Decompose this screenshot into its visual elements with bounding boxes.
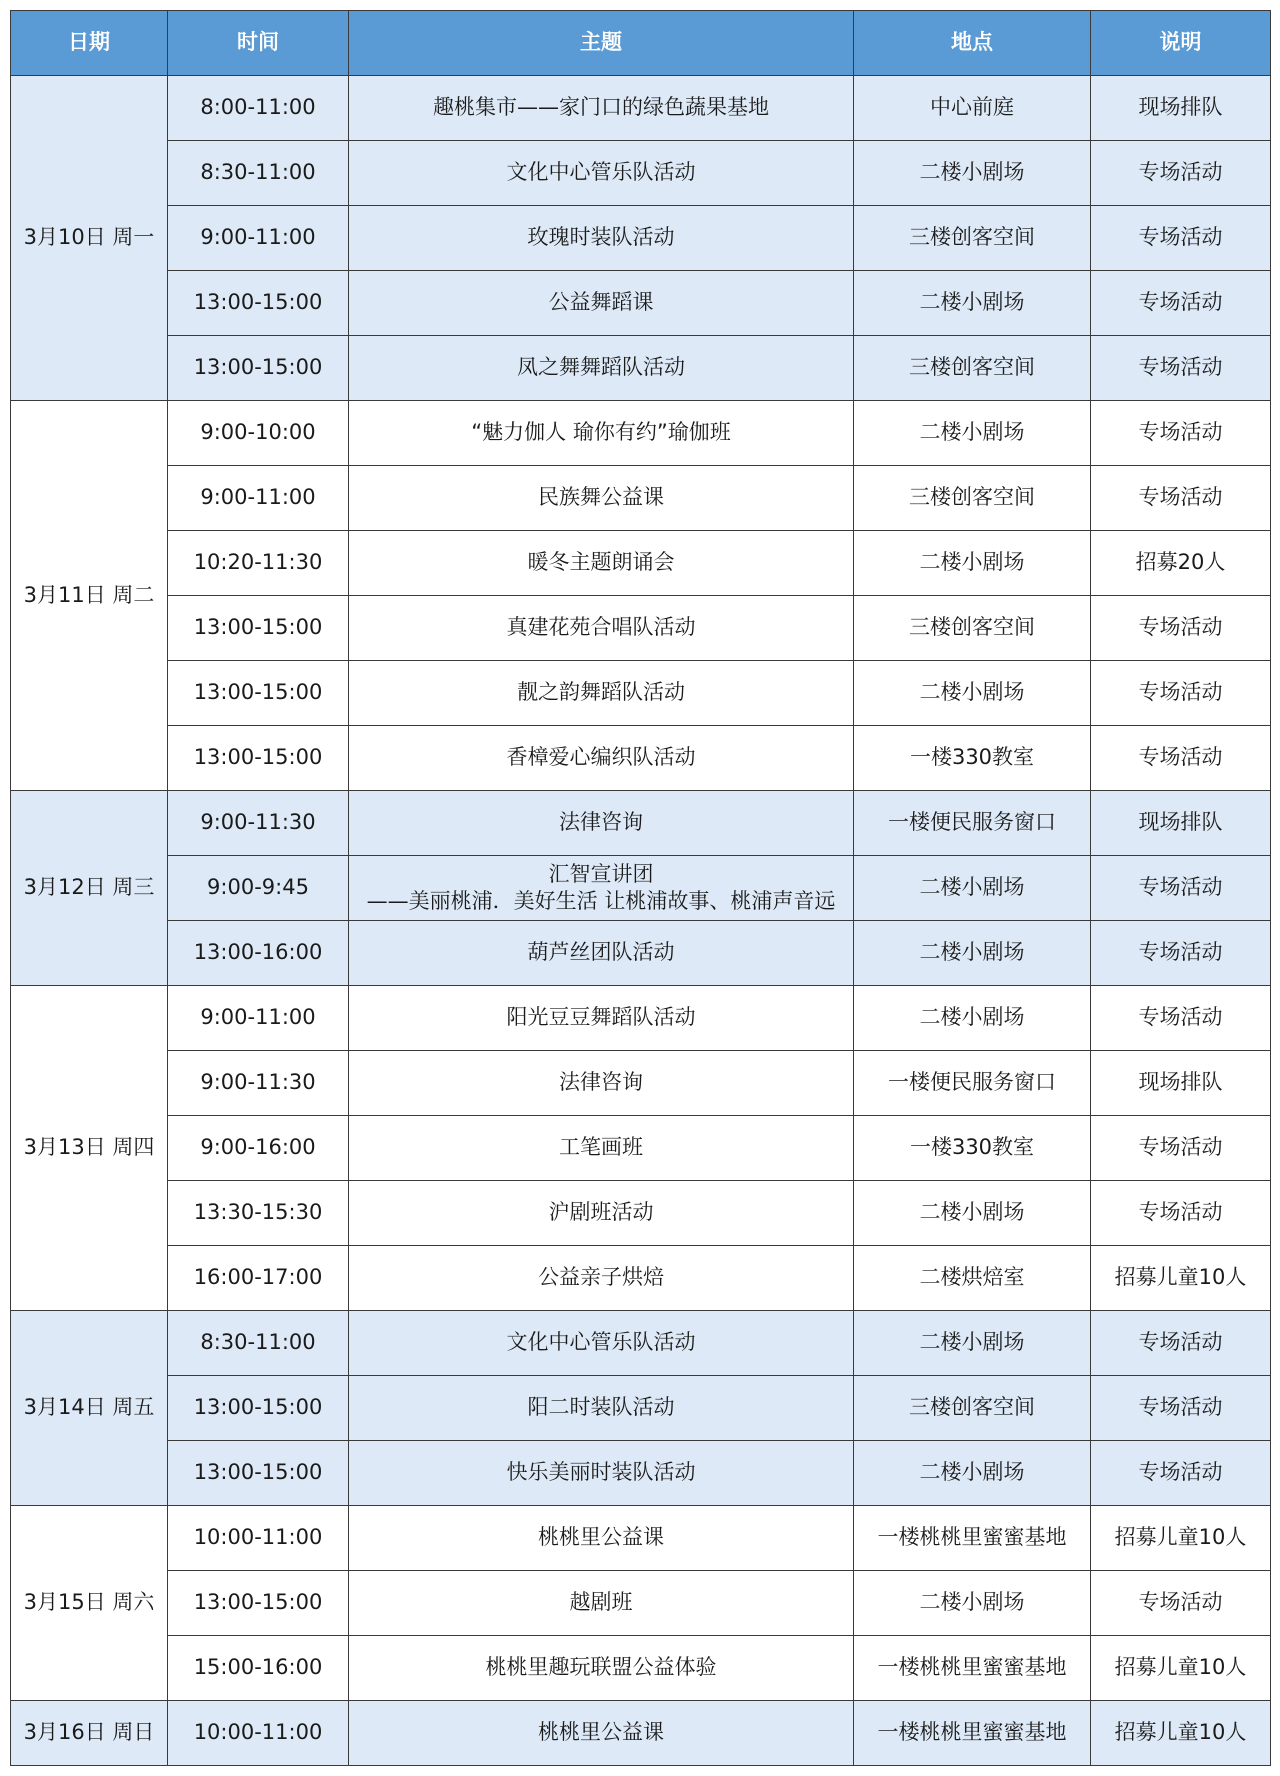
header-row bbox=[11, 11, 1271, 76]
time-cell: 13:00-15:00 bbox=[168, 271, 349, 336]
topic-line: 桃桃里公益课 bbox=[538, 1525, 664, 1550]
topic-line: 阳光豆豆舞蹈队活动 bbox=[506, 1005, 696, 1030]
time-cell: 13:00-15:00 bbox=[168, 1376, 349, 1441]
topic-cell bbox=[349, 1701, 854, 1766]
time-cell: 8:30-11:00 bbox=[168, 141, 349, 206]
place-cell: 一楼便民服务窗口 bbox=[854, 791, 1091, 856]
table-row bbox=[11, 401, 1271, 466]
topic-cell bbox=[349, 141, 854, 206]
topic-line: 凤之舞舞蹈队活动 bbox=[517, 355, 685, 380]
time-cell: 9:00-11:30 bbox=[168, 791, 349, 856]
time-cell: 13:00-15:00 bbox=[168, 336, 349, 401]
topic-cell bbox=[349, 336, 854, 401]
table-row bbox=[11, 1246, 1271, 1311]
place-cell: 三楼创客空间 bbox=[854, 206, 1091, 271]
note-cell: 招募儿童10人 bbox=[1091, 1701, 1271, 1766]
note-cell: 专场活动 bbox=[1091, 726, 1271, 791]
topic-cell bbox=[349, 856, 854, 921]
date-cell: 3月12日 周三 bbox=[11, 791, 168, 986]
note-cell: 专场活动 bbox=[1091, 1311, 1271, 1376]
topic-line: 工笔画班 bbox=[559, 1135, 643, 1160]
topic-cell bbox=[349, 596, 854, 661]
topic-line: 阳二时装队活动 bbox=[527, 1395, 675, 1420]
topic-line: 法律咨询 bbox=[559, 1070, 643, 1095]
topic-line: 越剧班 bbox=[569, 1590, 633, 1615]
topic-line: 快乐美丽时装队活动 bbox=[506, 1460, 696, 1485]
table-row bbox=[11, 1376, 1271, 1441]
place-cell: 三楼创客空间 bbox=[854, 336, 1091, 401]
topic-line: 趣桃集市——家门口的绿色蔬果基地 bbox=[433, 95, 769, 120]
note-cell: 招募儿童10人 bbox=[1091, 1636, 1271, 1701]
place-cell: 一楼330教室 bbox=[854, 1116, 1091, 1181]
place-cell: 二楼小剧场 bbox=[854, 856, 1091, 921]
place-cell: 二楼小剧场 bbox=[854, 921, 1091, 986]
table-row bbox=[11, 466, 1271, 531]
place-cell: 一楼桃桃里蜜蜜基地 bbox=[854, 1701, 1091, 1766]
time-cell: 8:00-11:00 bbox=[168, 76, 349, 141]
table-row bbox=[11, 1051, 1271, 1116]
place-cell: 二楼小剧场 bbox=[854, 401, 1091, 466]
topic-cell bbox=[349, 1636, 854, 1701]
topic-cell bbox=[349, 206, 854, 271]
topic-line: 公益亲子烘焙 bbox=[538, 1265, 664, 1290]
time-cell: 13:00-15:00 bbox=[168, 596, 349, 661]
time-cell: 13:00-15:00 bbox=[168, 1571, 349, 1636]
note-cell: 专场活动 bbox=[1091, 401, 1271, 466]
topic-cell bbox=[349, 726, 854, 791]
note-cell: 专场活动 bbox=[1091, 661, 1271, 726]
place-cell: 中心前庭 bbox=[854, 76, 1091, 141]
note-cell: 专场活动 bbox=[1091, 921, 1271, 986]
topic-cell bbox=[349, 921, 854, 986]
header-place: 地点 bbox=[854, 11, 1091, 76]
note-cell: 现场排队 bbox=[1091, 1051, 1271, 1116]
table-row bbox=[11, 141, 1271, 206]
note-cell: 专场活动 bbox=[1091, 336, 1271, 401]
time-cell: 9:00-11:00 bbox=[168, 206, 349, 271]
schedule-body bbox=[11, 76, 1271, 1766]
note-cell: 专场活动 bbox=[1091, 856, 1271, 921]
topic-cell bbox=[349, 1441, 854, 1506]
table-row bbox=[11, 1701, 1271, 1766]
header-topic: 主题 bbox=[349, 11, 854, 76]
table-row bbox=[11, 1116, 1271, 1181]
table-row bbox=[11, 726, 1271, 791]
topic-line: ——美丽桃浦．美好生活 让桃浦故事、桃浦声音远 bbox=[366, 889, 836, 913]
place-cell: 二楼小剧场 bbox=[854, 1571, 1091, 1636]
time-cell: 15:00-16:00 bbox=[168, 1636, 349, 1701]
topic-line: 玫瑰时装队活动 bbox=[527, 225, 675, 250]
topic-line: 沪剧班活动 bbox=[548, 1200, 654, 1225]
topic-line: 汇智宣讲团 bbox=[548, 861, 654, 886]
time-cell: 9:00-11:30 bbox=[168, 1051, 349, 1116]
topic-cell bbox=[349, 76, 854, 141]
topic-line: 公益舞蹈课 bbox=[548, 290, 654, 315]
date-cell: 3月11日 周二 bbox=[11, 401, 168, 791]
topic-line: 靓之韵舞蹈队活动 bbox=[517, 680, 685, 705]
topic-line: 民族舞公益课 bbox=[538, 485, 664, 510]
topic-line: 文化中心管乐队活动 bbox=[506, 1330, 696, 1355]
table-row bbox=[11, 1441, 1271, 1506]
time-cell: 8:30-11:00 bbox=[168, 1311, 349, 1376]
place-cell: 二楼小剧场 bbox=[854, 1441, 1091, 1506]
note-cell: 专场活动 bbox=[1091, 1116, 1271, 1181]
note-cell: 专场活动 bbox=[1091, 206, 1271, 271]
topic-cell bbox=[349, 1311, 854, 1376]
topic-cell bbox=[349, 1571, 854, 1636]
note-cell: 招募儿童10人 bbox=[1091, 1246, 1271, 1311]
topic-line: 暖冬主题朗诵会 bbox=[527, 550, 675, 575]
time-cell: 9:00-9:45 bbox=[168, 856, 349, 921]
time-cell: 16:00-17:00 bbox=[168, 1246, 349, 1311]
topic-line: 葫芦丝团队活动 bbox=[527, 940, 675, 965]
time-cell: 13:00-15:00 bbox=[168, 661, 349, 726]
topic-cell bbox=[349, 401, 854, 466]
note-cell: 专场活动 bbox=[1091, 1441, 1271, 1506]
place-cell: 一楼桃桃里蜜蜜基地 bbox=[854, 1636, 1091, 1701]
topic-line: 桃桃里趣玩联盟公益体验 bbox=[485, 1655, 717, 1680]
topic-cell bbox=[349, 271, 854, 336]
header-date: 日期 bbox=[11, 11, 168, 76]
schedule-table bbox=[10, 10, 1271, 1766]
time-cell: 10:00-11:00 bbox=[168, 1506, 349, 1571]
place-cell: 二楼烘焙室 bbox=[854, 1246, 1091, 1311]
topic-cell bbox=[349, 531, 854, 596]
note-cell: 专场活动 bbox=[1091, 1376, 1271, 1441]
topic-cell bbox=[349, 986, 854, 1051]
note-cell: 招募儿童10人 bbox=[1091, 1506, 1271, 1571]
place-cell: 一楼桃桃里蜜蜜基地 bbox=[854, 1506, 1091, 1571]
note-cell: 专场活动 bbox=[1091, 466, 1271, 531]
time-cell: 13:00-15:00 bbox=[168, 1441, 349, 1506]
topic-line: 桃桃里公益课 bbox=[538, 1720, 664, 1745]
table-row bbox=[11, 271, 1271, 336]
topic-cell bbox=[349, 1181, 854, 1246]
place-cell: 二楼小剧场 bbox=[854, 1181, 1091, 1246]
date-cell: 3月16日 周日 bbox=[11, 1701, 168, 1766]
topic-line: “魅力伽人 瑜你有约”瑜伽班 bbox=[471, 420, 731, 445]
topic-line: 法律咨询 bbox=[559, 810, 643, 835]
time-cell: 9:00-11:00 bbox=[168, 986, 349, 1051]
table-row bbox=[11, 1311, 1271, 1376]
topic-cell bbox=[349, 791, 854, 856]
topic-cell bbox=[349, 1246, 854, 1311]
time-cell: 10:20-11:30 bbox=[168, 531, 349, 596]
place-cell: 二楼小剧场 bbox=[854, 141, 1091, 206]
note-cell: 专场活动 bbox=[1091, 596, 1271, 661]
table-row bbox=[11, 1571, 1271, 1636]
table-row bbox=[11, 206, 1271, 271]
time-cell: 13:00-15:00 bbox=[168, 726, 349, 791]
topic-line: 真建花苑合唱队活动 bbox=[506, 615, 696, 640]
place-cell: 一楼便民服务窗口 bbox=[854, 1051, 1091, 1116]
time-cell: 9:00-10:00 bbox=[168, 401, 349, 466]
place-cell: 二楼小剧场 bbox=[854, 986, 1091, 1051]
table-row bbox=[11, 1506, 1271, 1571]
time-cell: 10:00-11:00 bbox=[168, 1701, 349, 1766]
note-cell: 专场活动 bbox=[1091, 141, 1271, 206]
topic-cell bbox=[349, 466, 854, 531]
header-time: 时间 bbox=[168, 11, 349, 76]
time-cell: 13:30-15:30 bbox=[168, 1181, 349, 1246]
place-cell: 三楼创客空间 bbox=[854, 1376, 1091, 1441]
topic-line: 香樟爱心编织队活动 bbox=[506, 745, 696, 770]
place-cell: 三楼创客空间 bbox=[854, 466, 1091, 531]
topic-cell bbox=[349, 1376, 854, 1441]
place-cell: 一楼330教室 bbox=[854, 726, 1091, 791]
topic-cell bbox=[349, 1116, 854, 1181]
date-cell: 3月10日 周一 bbox=[11, 76, 168, 401]
time-cell: 9:00-16:00 bbox=[168, 1116, 349, 1181]
place-cell: 二楼小剧场 bbox=[854, 271, 1091, 336]
table-row bbox=[11, 856, 1271, 921]
note-cell: 专场活动 bbox=[1091, 1181, 1271, 1246]
time-cell: 9:00-11:00 bbox=[168, 466, 349, 531]
note-cell: 招募20人 bbox=[1091, 531, 1271, 596]
table-row bbox=[11, 1636, 1271, 1701]
table-row bbox=[11, 596, 1271, 661]
topic-line: 文化中心管乐队活动 bbox=[506, 160, 696, 185]
place-cell: 二楼小剧场 bbox=[854, 1311, 1091, 1376]
table-row bbox=[11, 336, 1271, 401]
note-cell: 专场活动 bbox=[1091, 271, 1271, 336]
note-cell: 现场排队 bbox=[1091, 791, 1271, 856]
topic-cell bbox=[349, 1506, 854, 1571]
table-row bbox=[11, 661, 1271, 726]
note-cell: 现场排队 bbox=[1091, 76, 1271, 141]
time-cell: 13:00-16:00 bbox=[168, 921, 349, 986]
place-cell: 二楼小剧场 bbox=[854, 661, 1091, 726]
place-cell: 三楼创客空间 bbox=[854, 596, 1091, 661]
note-cell: 专场活动 bbox=[1091, 986, 1271, 1051]
table-row bbox=[11, 791, 1271, 856]
date-cell: 3月14日 周五 bbox=[11, 1311, 168, 1506]
header-note: 说明 bbox=[1091, 11, 1271, 76]
topic-cell bbox=[349, 1051, 854, 1116]
table-row bbox=[11, 1181, 1271, 1246]
note-cell: 专场活动 bbox=[1091, 1571, 1271, 1636]
place-cell: 二楼小剧场 bbox=[854, 531, 1091, 596]
date-cell: 3月13日 周四 bbox=[11, 986, 168, 1311]
table-row bbox=[11, 531, 1271, 596]
table-row bbox=[11, 76, 1271, 141]
table-row bbox=[11, 986, 1271, 1051]
topic-cell bbox=[349, 661, 854, 726]
table-row bbox=[11, 921, 1271, 986]
date-cell: 3月15日 周六 bbox=[11, 1506, 168, 1701]
